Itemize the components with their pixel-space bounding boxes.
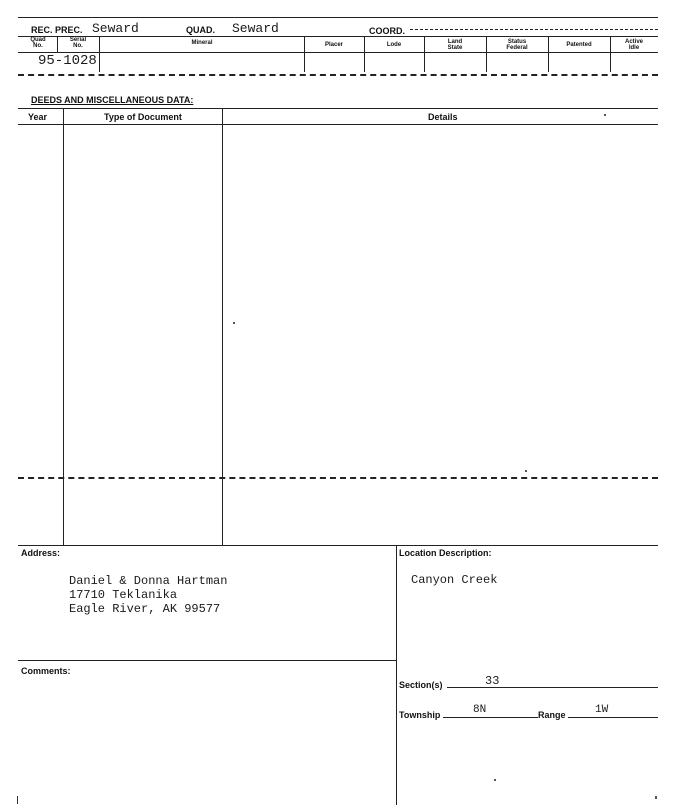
record-bottom-dashed-rule xyxy=(18,74,658,76)
scan-speck xyxy=(233,322,235,324)
divider xyxy=(486,36,487,72)
address-block xyxy=(69,574,227,616)
township-label: Township xyxy=(399,710,441,720)
columns-bottom-rule xyxy=(18,52,658,53)
township-value: 8N xyxy=(473,704,487,716)
col-placer: Placer xyxy=(324,42,343,48)
section-value: 33 xyxy=(485,674,500,688)
address-line: Daniel & Donna Hartman xyxy=(69,574,228,588)
col-serial-no: Serial No. xyxy=(69,37,87,49)
record-number: 95-1028 xyxy=(38,53,97,69)
location-value: Canyon Creek xyxy=(411,573,498,587)
col-land-state: Land State xyxy=(447,39,463,51)
rec-prec-label: REC. PREC. xyxy=(31,25,83,35)
range-label: Range xyxy=(538,710,566,720)
coord-field-line xyxy=(410,29,658,30)
col-lode: Lode xyxy=(386,42,402,48)
deeds-top-rule xyxy=(18,108,658,109)
deeds-col-details: Details xyxy=(428,112,458,122)
address-line: 17710 Teklanika xyxy=(69,588,178,602)
divider xyxy=(99,36,100,72)
columns-top-rule xyxy=(18,36,658,37)
col-active-idle: Active Idle xyxy=(624,39,643,51)
coord-label: COORD. xyxy=(369,26,405,36)
deeds-divider-details xyxy=(222,108,223,545)
address-top-rule xyxy=(18,545,658,546)
location-label: Location Description: xyxy=(399,548,492,558)
address-line: Eagle River, AK 99577 xyxy=(69,602,221,616)
col-patented: Patented xyxy=(566,42,592,48)
deeds-divider-year xyxy=(63,108,64,545)
divider xyxy=(548,36,549,72)
quad-value: Seward xyxy=(232,21,279,36)
rec-prec-value: Seward xyxy=(92,21,139,36)
range-value: 1W xyxy=(595,704,609,716)
range-fill-line xyxy=(568,717,658,718)
scan-speck xyxy=(604,114,606,116)
deeds-heading: DEEDS AND MISCELLANEOUS DATA: xyxy=(31,95,194,105)
deeds-dashed-rule xyxy=(18,477,658,479)
col-quad-no: Quad No. xyxy=(30,37,46,49)
divider xyxy=(364,36,365,72)
deeds-col-type: Type of Document xyxy=(104,112,182,122)
address-label: Address: xyxy=(21,548,61,558)
location-divider xyxy=(396,545,397,805)
section-fill-line xyxy=(447,687,658,688)
divider xyxy=(57,36,58,52)
scan-speck xyxy=(494,779,496,781)
comments-top-rule xyxy=(18,660,396,661)
header-top-rule xyxy=(18,17,658,18)
comments-label: Comments: xyxy=(21,666,71,676)
divider xyxy=(304,36,305,72)
quad-label: QUAD. xyxy=(186,25,215,35)
township-fill-line xyxy=(443,717,538,718)
divider xyxy=(610,36,611,72)
scan-mark xyxy=(17,796,18,804)
col-mineral: Mineral xyxy=(191,40,213,46)
scan-speck xyxy=(525,470,527,472)
col-status-federal: Status Federal xyxy=(506,39,528,51)
section-label: Section(s) xyxy=(399,680,443,690)
deeds-col-year: Year xyxy=(28,112,48,122)
deeds-header-rule xyxy=(18,124,658,125)
scan-speck xyxy=(655,796,657,799)
divider xyxy=(424,36,425,72)
